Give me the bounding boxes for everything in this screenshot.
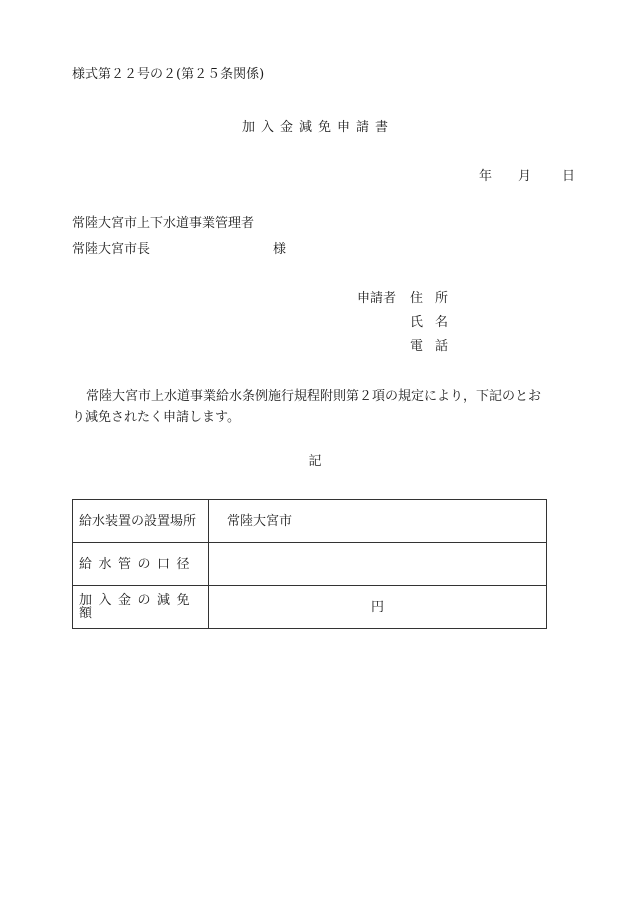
document-title: 加入金減免申請書: [241, 120, 394, 135]
details-table: [72, 499, 547, 629]
table-row: [73, 586, 547, 629]
date-day-label: 日: [562, 169, 576, 184]
form-number: 様式第２２号の２(第２５条関係): [72, 67, 265, 82]
reduction-amount-value: 円: [209, 586, 547, 629]
date-year-label: 年: [479, 169, 493, 184]
ki-heading: 記: [308, 454, 322, 469]
applicant-address-label: 住所: [410, 291, 461, 306]
table-row: [73, 500, 547, 543]
table-row: [73, 543, 547, 586]
applicant-label: 申請者: [357, 291, 397, 306]
honorific: 様: [273, 242, 287, 257]
request-body-text: 常陸大宮市上水道事業給水条例施行規程附則第２項の規定により，下記のとおり減免されたく申請します。: [72, 389, 542, 425]
reduction-amount-label: 加入金の減免額: [73, 586, 209, 629]
installation-location-label: 給水装置の設置場所: [73, 500, 209, 543]
date-line: [479, 170, 575, 183]
pipe-diameter-label: 給水管の口径: [73, 543, 209, 586]
installation-location-value: 常陸大宮市: [209, 500, 547, 543]
applicant-name-label: 氏名: [410, 315, 461, 330]
pipe-diameter-value: [209, 543, 547, 586]
addressee-line-1: 常陸大宮市上下水道事業管理者: [72, 216, 255, 231]
date-month-label: 月: [518, 169, 532, 184]
applicant-phone-label: 電話: [410, 339, 461, 354]
addressee-line-2: 常陸大宮市長: [72, 242, 151, 257]
